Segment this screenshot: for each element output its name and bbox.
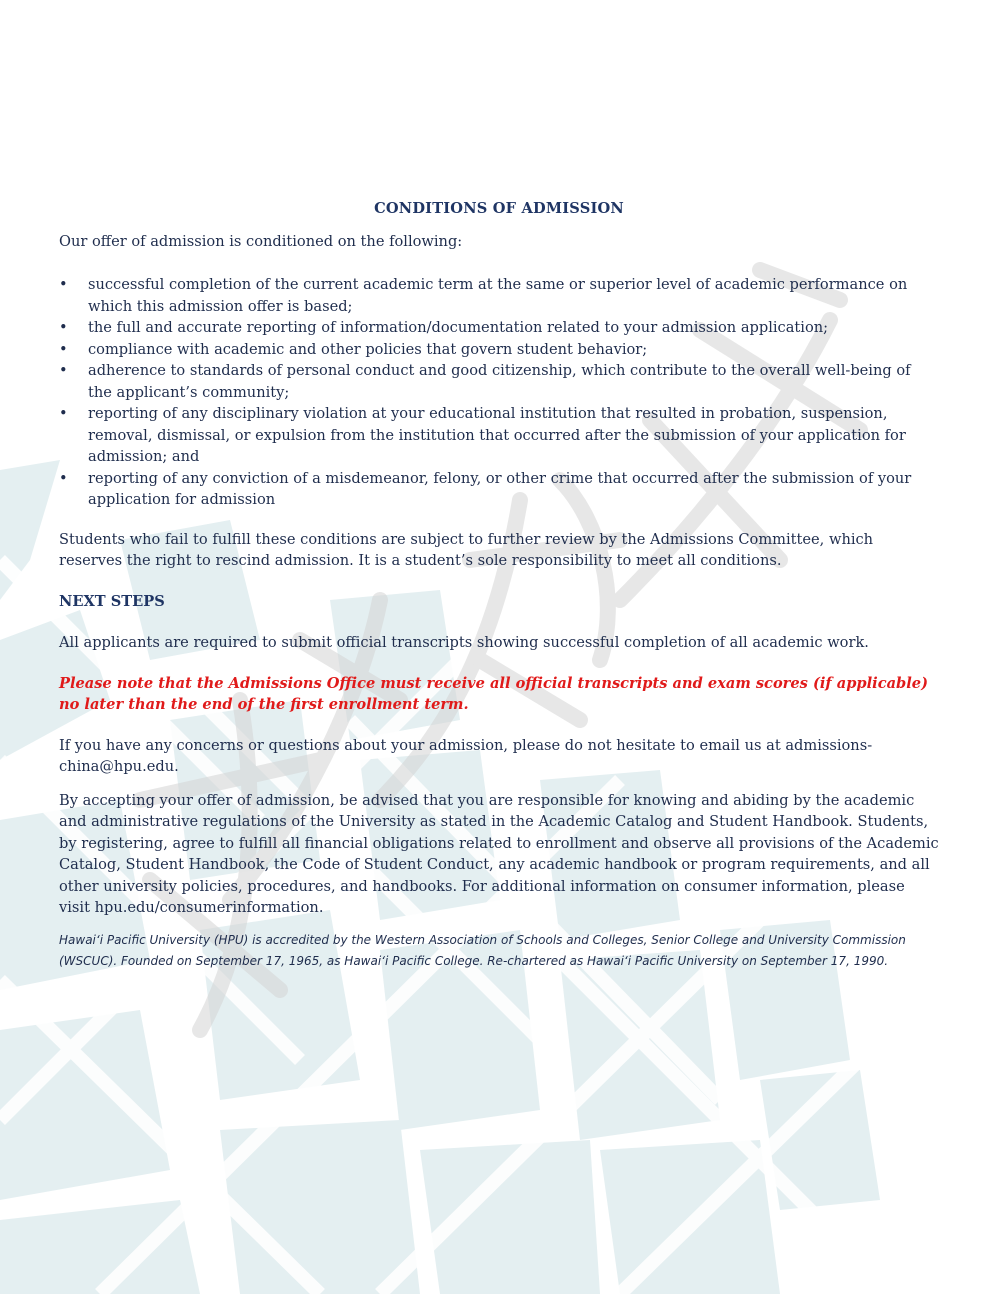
page-title: CONDITIONS OF ADMISSION	[374, 200, 624, 217]
bullet-icon: •	[59, 469, 68, 487]
condition-text: adherence to standards of personal conduct and good citizenship, which contribute to the overall well-being of the applicant’s community;	[88, 362, 911, 401]
bullet-icon: •	[59, 319, 68, 336]
list-item	[59, 339, 939, 361]
accreditation-note: Hawai‘i Pacific University (HPU) is accredited by the Western Association of Schools and Colleges, Senior College and University Commission (WSCUC). Founded on September 17, 1965, as Hawai‘i Pacific College. Re-chartered as Hawai‘i Pacific University on September 17, 1990.	[59, 932, 906, 968]
list-item	[59, 468, 939, 511]
transcripts-deadline-notice: Please note that the Admissions Office must receive all official transcripts and exam scores (if applicable) no later than the end of the first enrollment term.	[59, 674, 928, 713]
condition-text: compliance with academic and other policies that govern student behavior;	[88, 340, 648, 358]
condition-text: reporting of any conviction of a misdemeanor, felony, or other crime that occurred after the submission of your application for admission	[88, 469, 912, 508]
bullet-icon: •	[59, 405, 68, 422]
condition-text: the full and accurate reporting of information/documentation related to your admission application;	[88, 319, 829, 336]
rescind-warning: Students who fail to fulfill these conditions are subject to further review by the Admissions Committee, which reserves the right to rescind admission. It is a student’s sole responsibility to meet all conditions.	[59, 530, 874, 569]
document-body	[59, 198, 939, 972]
bullet-icon: •	[59, 340, 68, 358]
list-item	[59, 274, 939, 317]
bullet-icon: •	[59, 362, 68, 379]
list-item	[59, 403, 939, 468]
condition-text: reporting of any disciplinary violation at your educational institution that resulted in probation, suspension, removal, dismissal, or expulsion from the institution that occurred after the submission of your application for admission; and	[88, 405, 906, 465]
transcripts-requirement: All applicants are required to submit official transcripts showing successful completion of all academic work.	[59, 634, 869, 651]
contact-text: If you have any concerns or questions about your admission, please do not hesitate to email us at admissions-china@hpu.edu.	[59, 736, 873, 775]
list-item	[59, 360, 939, 403]
intro-text: Our offer of admission is conditioned on the following:	[59, 232, 463, 250]
next-steps-heading: NEXT STEPS	[59, 592, 165, 610]
acceptance-terms: By accepting your offer of admission, be advised that you are responsible for knowing and abiding by the academic and administrative regulations of the University as stated in the Academic Catalog and Student Handbook. Students, by registering, agree to fulfill all financial obligations related to enrollment and observe all provisions of the Academic Catalog, Student Handbook, the Code of Student Conduct, any academic handbook or program requirements, and all other university policies, procedures, and handbooks. For additional information on consumer information, please visit hpu.edu/consumerinformation.	[59, 791, 939, 916]
conditions-list	[59, 274, 939, 511]
bullet-icon: •	[59, 276, 68, 293]
condition-text: successful completion of the current academic term at the same or superior level of academic performance on which this admission offer is based;	[88, 276, 908, 315]
list-item	[59, 317, 939, 339]
